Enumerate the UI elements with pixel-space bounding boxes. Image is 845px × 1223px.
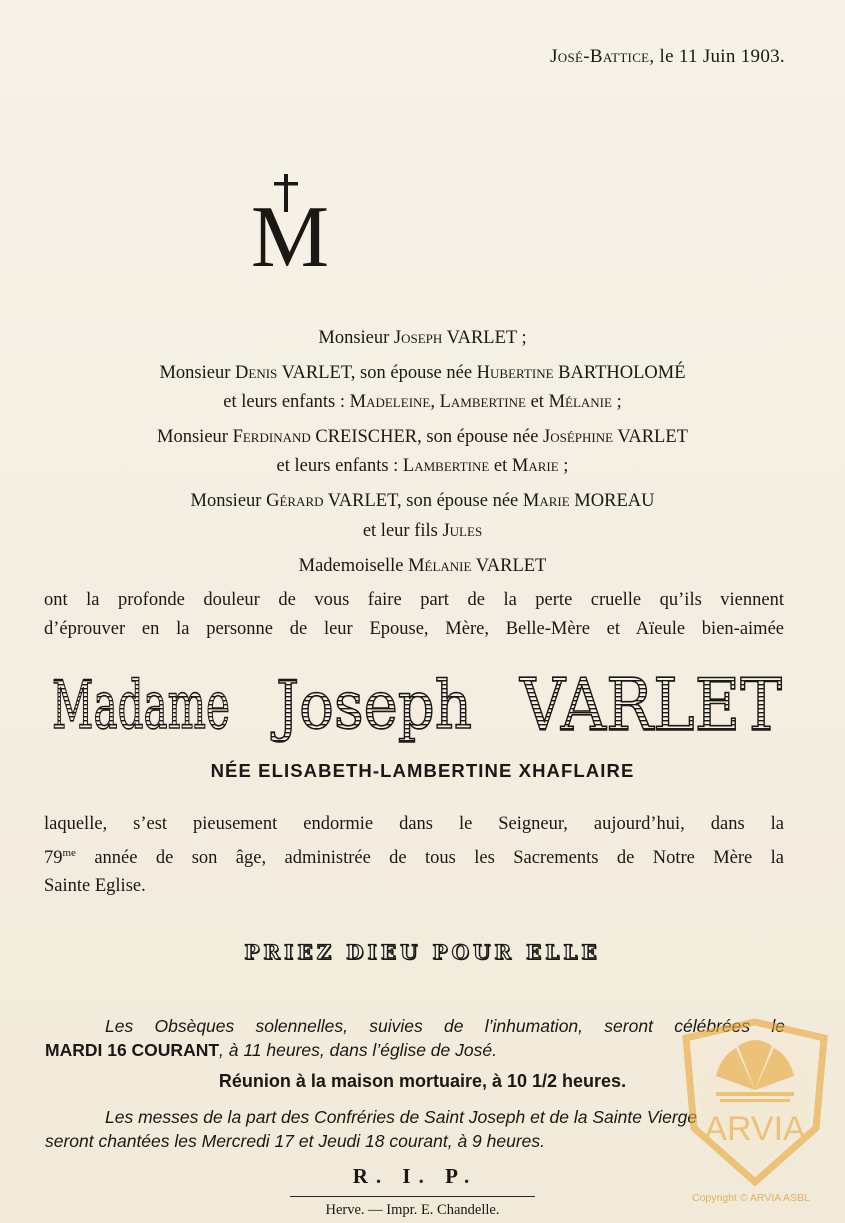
obituary-text: laquelle, s’est pieusement endormie dans le Seigneur, aujourd’hui, dans la $79^{me}$ année de son âge, administrée de tous les Sacrements de Notre Mère la Sainte Eglise. — [44, 814, 784, 897]
monogram-letter: M — [250, 189, 330, 286]
maiden-name: NÉE ELISABETH-LAMBERTINE XHAFLAIRE — [210, 760, 635, 781]
printer-imprint: Herve. — Impr. E. Chandelle. — [325, 1202, 500, 1218]
dateline — [550, 46, 785, 68]
masses-line-1: Les messes de la part des Confréries de Saint Joseph et de la Sainte Vierge — [105, 1107, 698, 1127]
arvia-watermark-logo — [676, 1018, 834, 1188]
family-line-3: et leurs enfants : Madeleine, Lambertine et Mélanie ; — [223, 392, 622, 412]
family-line-4: Monsieur Ferdinand CREISCHER, son épouse née Joséphine VARLET — [157, 427, 688, 447]
watermark-brand: ARVIA — [704, 1110, 806, 1148]
family-line-8: Mademoiselle Mélanie VARLET — [298, 556, 547, 576]
rip-text: R. I. P. — [352, 1164, 478, 1188]
family-line-7: et leur fils Jules — [362, 521, 483, 541]
divider — [290, 1196, 535, 1197]
deceased-last-name: VARLET — [519, 663, 782, 747]
deceased-name — [50, 663, 785, 747]
masses-line-2: seront chantées les Mercredi 17 et Jeudi 18 courant, à 9 heures. — [45, 1131, 546, 1151]
reunion-line: Réunion à la maison mortuaire, à 10 1/2 heures. — [218, 1071, 627, 1091]
funeral-line-1: Les Obsèques solennelles, suivies de l’inhumation, seront célébrées le — [105, 1016, 785, 1036]
copyright-notice: Copyright © ARVIA ASBL — [692, 1192, 810, 1204]
prayer-heading: PRIEZ DIEU POUR ELLE — [244, 940, 601, 964]
funeral-line-2: MARDI 16 COURANT, à 11 heures, dans l’église de José. — [45, 1040, 497, 1060]
family-line-2: Monsieur Denis VARLET, son épouse née Hubertine BARTHOLOMÉ — [159, 363, 686, 383]
family-line-1: Monsieur Joseph VARLET ; — [318, 328, 527, 348]
family-line-6: Monsieur Gérard VARLET, son épouse née Marie MOREAU — [190, 491, 655, 511]
announcement-text: ont la profonde douleur de vous faire part de la perte cruelle qu’ils viennent d’éprouver en la personne de leur Epouse, Mère, Belle-Mère et Aïeule bien-aimée — [44, 590, 784, 639]
date-text: , le 11 Juin 1903. — [649, 46, 785, 67]
deceased-title: Madame — [52, 667, 230, 744]
deceased-first-name: Joseph — [270, 667, 472, 744]
family-line-5: et leurs enfants : Lambertine et Marie ; — [276, 456, 569, 476]
monogram-cross-icon — [240, 170, 340, 286]
place-name: José-Battice — [550, 46, 650, 67]
